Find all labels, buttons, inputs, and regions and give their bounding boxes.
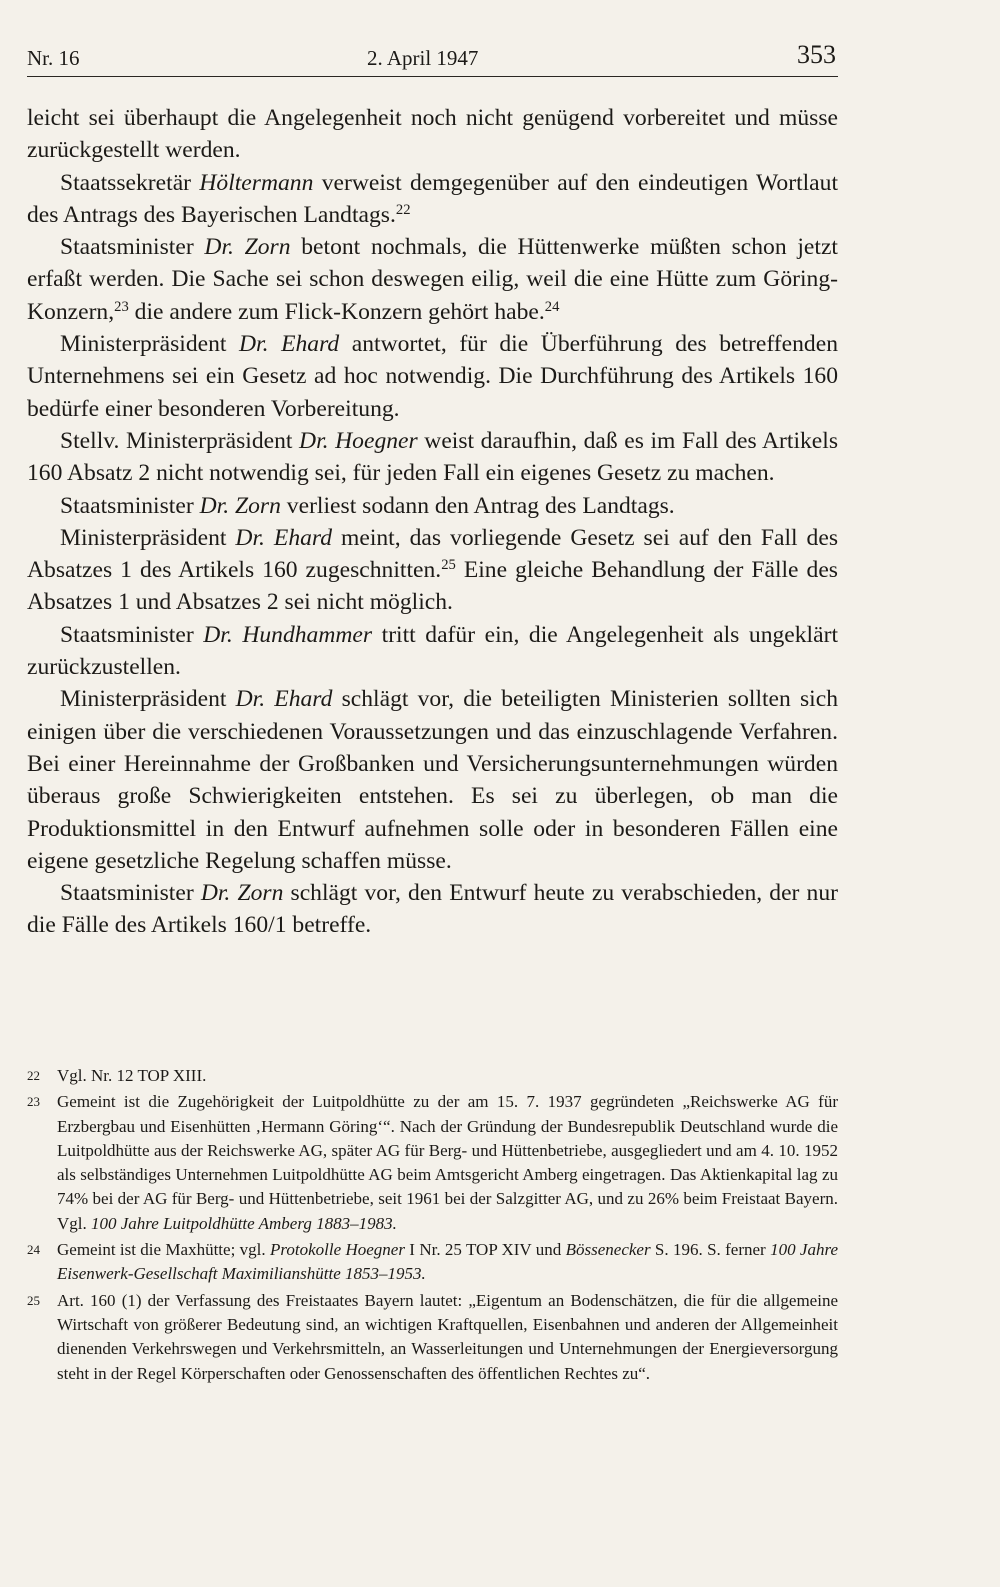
speaker-name: Dr. Ehard bbox=[235, 686, 333, 713]
speaker-name: Dr. Zorn bbox=[204, 234, 291, 261]
paragraph: leicht sei überhaupt die Angelegenheit noch nicht genügend vorbereitet und müsse zurückgestellt werden. bbox=[27, 105, 838, 164]
header-rule bbox=[27, 76, 838, 77]
paragraph: Staatsminister Dr. Zorn schlägt vor, den Entwurf heute zu verabschieden, der nur die Fälle des Artikels 160/1 betreffe. bbox=[27, 880, 838, 939]
speaker-name: Dr. Zorn bbox=[200, 880, 284, 907]
session-date: 2. April 1947 bbox=[367, 46, 479, 70]
page-number: 353 bbox=[797, 40, 836, 69]
paragraph: Staatssekretär Höltermann verweist demgegenüber auf den eindeutigen Wortlaut des Antrags des Bayerischen Landtags.$^{22}$ bbox=[27, 169, 838, 228]
footnote-ref[interactable]: 25 bbox=[441, 557, 456, 574]
footnotes bbox=[27, 1064, 838, 1388]
speaker-name: Dr. Hundhammer bbox=[203, 621, 373, 648]
footnote-ref[interactable]: 23 bbox=[114, 298, 129, 315]
paragraph: Ministerpräsident Dr. Ehard antwortet, für die Überführung des betreffenden Unternehmens sei ein Gesetz ad hoc notwendig. Die Durchführung des Artikels 160 bedürfe einer besonderen Vorbereitung. bbox=[27, 331, 838, 422]
speaker-name: Dr. Hoegner bbox=[299, 427, 418, 454]
cited-title: 100 Jahre Eisenwerk-Gesellschaft Maximilianshütte 1853–1953. bbox=[57, 1240, 839, 1284]
footnote-22: 22 Vgl. Nr. 12 TOP XIII. bbox=[27, 1064, 838, 1088]
footnote-number: 24 bbox=[27, 1242, 40, 1258]
footnote-23: 23 Gemeint ist die Zugehörigkeit der Luitpoldhütte zu der am 15. 7. 1937 gegründeten „Reichswerke AG für Erzbergbau und Eisenhütten ‚Hermann Göring‘“. Nach der Gründung der Bundesrepublik Deutschland wurde die Luitpoldhütte aus der Reichswerke AG, später AG für Berg- und Hüttenbetriebe, ausgegliedert und am 4. 10. 1952 als selbständiges Unternehmen Luitpoldhütte AG beim Amtsgericht Amberg eingetragen. Das Aktienkapital lag zu 74% bei der AG für Berg- und Hüttenbetriebe, seit 1961 bei der Salzgitter AG, und zu 26% beim Freistaat Bayern. Vgl. 100 Jahre Luitpoldhütte Amberg 1883–1983. bbox=[27, 1092, 838, 1233]
paragraph: Stellv. Ministerpräsident Dr. Hoegner weist daraufhin, daß es im Fall des Artikels 160 Absatz 2 nicht notwendig sei, für jeden Fall ein eigenes Gesetz zu machen. bbox=[27, 427, 839, 487]
paragraph: Ministerpräsident Dr. Ehard schlägt vor, die beteiligten Ministerien sollten sich einigen über die verschiedenen Voraussetzungen und das einzuschlagende Verfahren. Bei einer Hereinnahme der Großbanken und Versicherungsunternehmungen würden überaus große Schwierigkeiten entstehen. Es sei zu überlegen, ob man die Produktionsmittel in den Entwurf aufnehmen solle oder in besonderen Fällen eine eigene gesetzliche Regelung schaffen müsse. bbox=[27, 686, 839, 874]
main-text bbox=[27, 102, 838, 942]
footnote-number: 23 bbox=[27, 1094, 40, 1110]
footnote-24: 24 Gemeint ist die Maxhütte; vgl. Protokolle Hoegner I Nr. 25 TOP XIV und Bössenecker S. 196. S. ferner 100 Jahre Eisenwerk-Gesellschaft Maximilianshütte 1853–1953. bbox=[27, 1240, 839, 1284]
running-header bbox=[27, 40, 838, 76]
speaker-name: Dr. Ehard bbox=[239, 331, 340, 358]
cited-title: 100 Jahre Luitpoldhütte Amberg 1883–1983. bbox=[91, 1213, 397, 1233]
document-number: Nr. 16 bbox=[27, 46, 80, 70]
cited-author: Bössenecker bbox=[565, 1240, 651, 1260]
footnote-number: 22 bbox=[27, 1068, 40, 1083]
footnote-ref[interactable]: 24 bbox=[544, 298, 560, 315]
paragraph: Staatsminister Dr. Hundhammer tritt dafür ein, die Angelegenheit als ungeklärt zurückzustellen. bbox=[27, 621, 838, 681]
paragraph: Staatsminister Dr. Zorn betont nochmals, die Hüttenwerke müßten schon jetzt erfaßt werden. Die Sache sei schon deswegen eilig, weil die eine Hütte zum Göring-Konzern,$^{23}$ die andere zum Flick-Konzern gehört habe.$^{24}$ bbox=[27, 234, 838, 325]
speaker-name: Höltermann bbox=[199, 169, 314, 196]
cited-title: Protokolle Hoegner bbox=[269, 1240, 405, 1260]
paragraph: Ministerpräsident Dr. Ehard meint, das vorliegende Gesetz sei auf den Fall des Absatzes 1 des Artikels 160 zugeschnitten.$^{25}$ Eine gleiche Behandlung der Fälle des Absatzes 1 und Absatzes 2 sei nicht möglich. bbox=[27, 524, 838, 616]
footnote-25: 25 Art. 160 (1) der Verfassung des Freistaates Bayern lautet: „Eigentum an Bodenschätzen, die für die allgemeine Wirtschaft von größerer Bedeutung sind, an wichtigen Kraftquellen, Eisenbahnen und anderen der Allgemeinheit dienenden Verkehrswegen und Verkehrsmitteln, an Wasserleitungen und Unternehmungen der Energieversorgung steht in der Regel Körperschaften oder Genossenschaften des öffentlichen Rechtes zu“. bbox=[27, 1290, 838, 1383]
paragraph: Staatsminister Dr. Zorn verliest sodann den Antrag des Landtags. bbox=[60, 492, 675, 519]
speaker-name: Dr. Zorn bbox=[199, 492, 281, 519]
footnote-ref[interactable]: 22 bbox=[395, 201, 411, 218]
footnote-number: 25 bbox=[27, 1292, 40, 1308]
speaker-name: Dr. Ehard bbox=[235, 524, 333, 551]
